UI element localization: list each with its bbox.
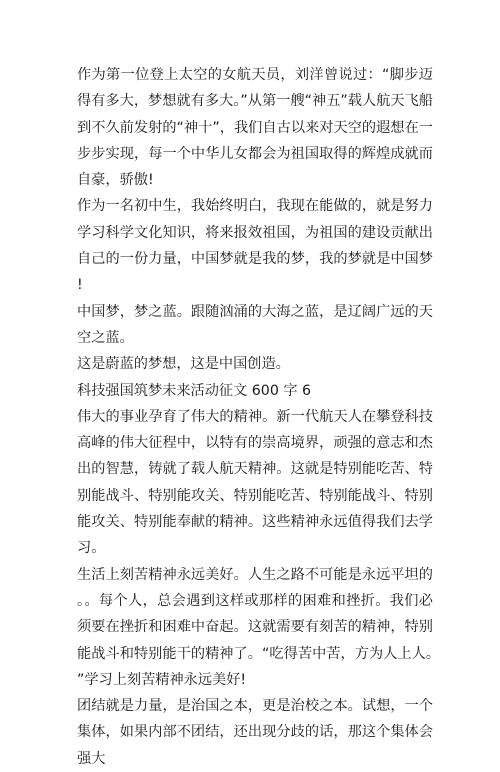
section-title: 科技强国筑梦未来活动征文 600 字 6 xyxy=(77,382,312,399)
paragraph-china-creation: 这是蔚蓝的梦想，这是中国创造。 xyxy=(77,356,290,373)
paragraph-hardworking-spirit: 生活上刻苦精神永远美好。人生之路不可能是永远平坦的。。每个人，总会遇到这样或那样的困难和挫折。我们必须要在挫折和困难中奋起。这就需要有刻苦的精神，特别能战斗和特别能干的精神了。“吃得苦中苦，方为人上人。”学习上刻苦精神永远美好! xyxy=(77,566,433,688)
document-body xyxy=(77,62,433,772)
paragraph-china-dream-blue: 中国梦，梦之蓝。跟随汹涌的大海之蓝，是辽阔广远的天空之蓝。 xyxy=(77,303,433,346)
paragraph-space-spirit: 伟大的事业孕育了伟大的精神。新一代航天人在攀登科技高峰的伟大征程中，以特有的崇高境界，顽强的意志和杰出的智慧，铸就了载人航天精神。这就是特别能吃苦、特别能战斗、特别能攻关、特别能吃苦、特别能战斗、特别能攻关、特别能奉献的精神。这些精神永远值得我们去学习。 xyxy=(77,408,433,557)
paragraph-middle-school-student: 作为一名初中生，我始终明白，我现在能做的，就是努力学习科学文化知识，将来报效祖国，为祖国的建设贡献出自己的一份力量，中国梦就是我的梦，我的梦就是中国梦! xyxy=(77,198,433,294)
paragraph-astronaut-liu-yang: 作为第一位登上太空的女航天员，刘洋曾说过：“脚步迈得有多大，梦想就有多大。”从第一艘“神五”载人航天飞船到不久前发射的“神十”，我们自古以来对天空的遐想在一步步实现，每一个中华儿女都会为祖国取得的辉煌成就而自豪，骄傲! xyxy=(77,67,433,189)
paragraph-unity-strength: 团结就是力量，是治国之本，更是治校之本。试想，一个集体，如果内部不团结，还出现分歧的话，那这个集体会强大 xyxy=(77,698,433,767)
